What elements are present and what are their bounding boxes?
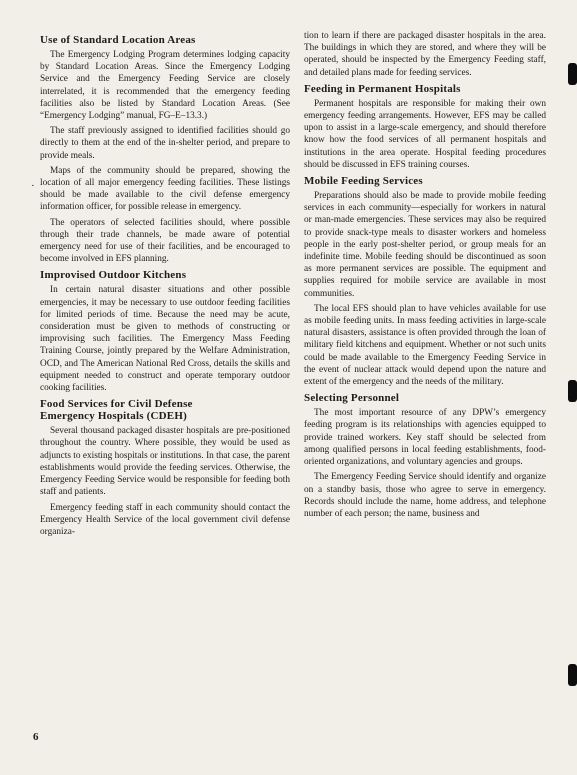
paragraph: In certain natural disaster situations and other possible emergencies, it may be necessary to use outdoor feeding facilities for limited periods of time. Because the need may be acute, consideration must be given to methods of constructing or improvising such facilities. The Emergency Mass Feeding Training Course, jointly prepared by the Welfare Administration, OCD, and The American National Red Cross, details the skills and equipment needed to construct and operate temporary outdoor cooking facilities. xyxy=(40,285,290,394)
paragraph: The staff previously assigned to identified facilities should go directly to them at the end of the in-shelter period, and prepare to provide meals. xyxy=(40,126,290,161)
binding-hole-mark-top xyxy=(568,63,577,85)
margin-dot-mark: · xyxy=(31,180,35,192)
section-heading-food-services-cdeh xyxy=(40,398,290,422)
section-heading-standard-location-areas: Use of Standard Location Areas xyxy=(40,34,196,46)
paragraph: The Emergency Feeding Service should identify and organize on a standby basis, those who agree to serve in emergency. Records should include the name, home address, and telephone number of each person; the name, business and xyxy=(304,472,546,519)
right-column xyxy=(304,30,546,523)
paragraph: The operators of selected facilities should, where possible through their trade channels, be made aware of potential emergency need for use of their facilities, and be encouraged to become involved in EFS planning. xyxy=(40,217,290,265)
paragraph: The Emergency Lodging Program determines lodging capacity by Standard Location Areas. Since the Emergency Lodging Service and the Emergency Feeding Service are closely interrelated, it is recommended that the emergency feeding facilities also be listed by Standard Location Areas. (See “Emergency Lodging” manual, FG–E–13.3.) xyxy=(40,50,290,122)
page-number: 6 xyxy=(33,731,39,743)
left-column xyxy=(40,30,290,541)
binding-hole-mark-middle xyxy=(568,380,577,402)
paragraph: Maps of the community should be prepared, showing the location of all major emergency feeding facilities. These listings should be made available to the civil defense emergency information officer, for possible release in emergency. xyxy=(40,165,290,213)
paragraph-continued: tion to learn if there are packaged disaster hospitals in the area. The buildings in which they are stored, and where they will be operated, should be inspected by the Emergency Feeding staff, and detailed plans made for feeding services. xyxy=(304,31,546,78)
paragraph: Preparations should also be made to provide mobile feeding services in each community—especially for workers in natural or man-made emergencies. These services may also be required to provide snack-type meals to disaster workers and homeless people in the early post-shelter period, or group meals for an indefinite time. Mobile feeding should be discontinued as soon as more permanent services are possible. The equipment and supplies required for mobile service are available in most communities. xyxy=(304,191,546,299)
binding-hole-mark-bottom xyxy=(568,664,577,686)
paragraph: Several thousand packaged disaster hospitals are pre-positioned throughout the country. Where possible, they would be used as adjuncts to existing hospitals or institutions. In that case, the parent establishments would provide the feeding services. Otherwise, the Emergency Feeding Service would be responsible for feeding both staff and patients. xyxy=(40,426,290,498)
paragraph: The most important resource of any DPW’s emergency feeding program is its relationships with agencies equipped to provide trained workers. Key staff should be selected from among qualified persons in local feeding establishments, food-oriented organizations, and voluntary agencies and groups. xyxy=(304,408,546,468)
section-heading-feeding-permanent-hospitals: Feeding in Permanent Hospitals xyxy=(304,82,461,95)
section-heading-selecting-personnel: Selecting Personnel xyxy=(304,392,400,405)
paragraph: Permanent hospitals are responsible for making their own emergency feeding arrangements. However, EFS may be called upon to assist in a large-scale emergency, and should therefore know how the food services of all permanent hospitals and institutions in the area operate. Hospital feeding procedures should be discussed in EFS training courses. xyxy=(304,98,546,170)
heading-line: Emergency Hospitals (CDEH) xyxy=(40,410,187,423)
section-heading-mobile-feeding-services: Mobile Feeding Services xyxy=(304,175,423,188)
section-heading-improvised-outdoor-kitchens: Improvised Outdoor Kitchens xyxy=(40,269,187,282)
paragraph: The local EFS should plan to have vehicles available for use as mobile feeding units. In mass feeding activities in large-scale natural disasters, assistance is often provided through the loan of military field kitchens and equipment. Whether or not such units could be made available to the Emergency Feeding Service in the event of nuclear attack would depend upon the nature and extent of the emergency and the needs of the military. xyxy=(304,303,546,388)
paragraph: Emergency feeding staff in each community should contact the Emergency Health Service of the local government civil defense organiza- xyxy=(40,502,290,537)
heading-line: Food Services for Civil Defense xyxy=(40,398,193,411)
